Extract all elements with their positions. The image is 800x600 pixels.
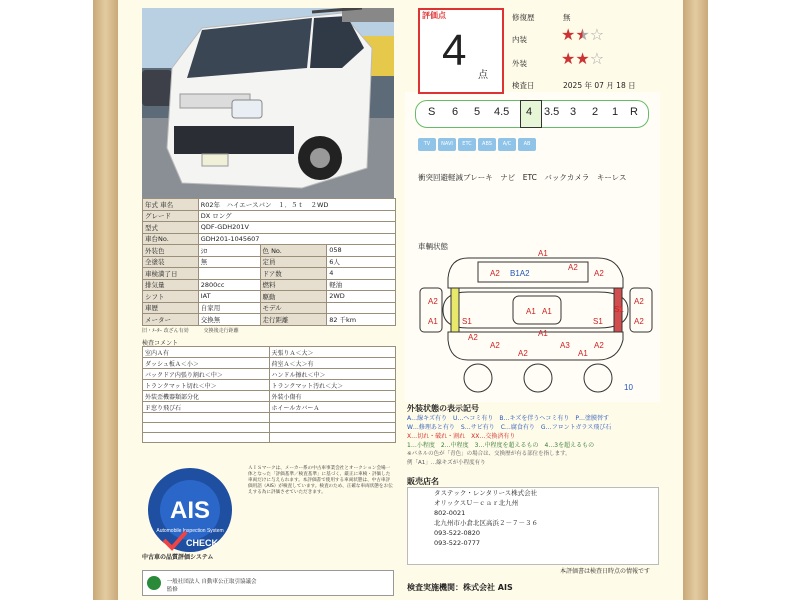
navi-icon: NAVI <box>438 138 456 151</box>
equipment-list: 衝突回避軽減ブレーキ ナビ ETC バックカメラ キーレス <box>418 173 627 182</box>
vehicle-photo <box>142 8 394 198</box>
legend-line: 1…小程度 2…中程度 3…中程度を超えるもの 4…3を超えるもの <box>407 442 595 449</box>
damage-mark: A1 <box>538 249 548 258</box>
spec-key: 駆動 <box>260 291 327 303</box>
spec-key: モデル <box>260 302 327 314</box>
spec-key: 車歴 <box>143 302 199 314</box>
damage-mark: B1A2 <box>510 269 530 278</box>
airbag-icon: AB <box>518 138 536 151</box>
star-icon: ★ <box>561 49 576 68</box>
scale-value: 5 <box>474 106 481 118</box>
star-icon: ★ <box>575 49 590 68</box>
seller-line: 802-0021 <box>434 509 466 517</box>
damage-mark: A2 <box>594 269 604 278</box>
damage-mark: A2 <box>428 297 438 306</box>
grade-scale <box>415 100 649 128</box>
ais-ring-text: Automobile Inspection System <box>156 528 224 534</box>
star-half-icon: ★ <box>575 25 590 44</box>
seller-line: 093-522-0820 <box>434 529 481 537</box>
frame-border-right <box>683 0 708 600</box>
scale-value: 6 <box>452 106 459 118</box>
damage-mark: A3 <box>560 341 570 350</box>
comments-title: 検査コメント <box>142 340 179 347</box>
damage-mark: A2 <box>634 297 644 306</box>
seller-line: タステック・レンタリース株式会社 <box>434 489 538 497</box>
damage-mark: A2 <box>634 317 644 326</box>
comment-cell <box>269 423 396 433</box>
seller-title: 販売店名 <box>407 477 439 486</box>
spec-value: QDF-GDH201V <box>198 222 395 234</box>
grade-value: 4 <box>442 26 467 75</box>
grade-unit: 点 <box>478 70 488 81</box>
legend <box>407 414 667 468</box>
spec-key: メーター <box>143 314 199 326</box>
comment-cell <box>269 433 396 443</box>
spec-key: ドア数 <box>260 268 327 280</box>
spec-key: 色 No. <box>260 245 327 257</box>
frame-border-left <box>93 0 118 600</box>
comment-cell <box>269 413 396 423</box>
comment-cell: Ｆ窓り飛び石 <box>143 402 270 413</box>
damage-mark: A1 <box>578 349 588 358</box>
comment-cell: ダッシュ板Ａ＜小＞ <box>143 358 270 369</box>
damage-mark: A1 <box>542 307 552 316</box>
damage-mark: A2 <box>490 269 500 278</box>
spec-value: 058 <box>327 245 396 257</box>
seller-line: オリックスＵ－ｃａｒ北九州 <box>434 499 519 507</box>
inspector-name: 検査実施機関：株式会社 AIS <box>407 583 513 592</box>
exterior-label: 外装 <box>512 59 527 68</box>
spec-key: 車台No. <box>143 233 199 245</box>
comment-cell: ハンドル擦れ＜中＞ <box>269 369 396 380</box>
spec-value: GDH201-1045607 <box>198 233 395 245</box>
damage-mark: 10 <box>624 383 633 392</box>
comment-cell: 天張りＡ＜大＞ <box>269 347 396 358</box>
association-logo-icon <box>147 576 161 590</box>
grade-box <box>418 8 504 94</box>
legend-line: X…切れ・破れ・割れ XX…交換済有り <box>407 433 516 440</box>
scale-value: 4 <box>526 106 533 118</box>
star-empty-icon: ☆ <box>589 25 605 44</box>
spec-key: 車検満了日 <box>143 268 199 280</box>
exterior-stars <box>561 51 604 67</box>
ais-description: ＡＩＳマークは、メーカー系の中古車事業会社とオークション会場一体となった「評価基準／検査基準」に基づく、厳正に車検・評価した車両だけに与えられます。本評価書で使用する車両状態は、中古車評価用語（AIS）が検査しています。検査のため、正確な車両状態をお伝えする為に評価させていただきます。 <box>248 466 393 495</box>
legend-title: 外装状態の表示記号 <box>407 404 479 413</box>
scale-value: S <box>428 106 436 118</box>
inspection-label: 検査日 <box>512 81 535 90</box>
spec-value <box>327 302 396 314</box>
spec-key: 定員 <box>260 256 327 268</box>
damage-mark: A1 <box>538 329 548 338</box>
scale-value: 1 <box>612 106 619 118</box>
spec-value <box>198 268 260 280</box>
scale-value: 4.5 <box>494 106 510 118</box>
spec-value: DX ロング <box>198 210 395 222</box>
comment-cell <box>143 423 270 433</box>
spec-value: 2800cc <box>198 279 260 291</box>
damage-mark: S1 <box>614 305 624 314</box>
scale-value: 2 <box>592 106 599 118</box>
spec-key: グレード <box>143 210 199 222</box>
feature-icons <box>418 130 538 147</box>
ais-logo <box>142 466 242 554</box>
spec-key: シフト <box>143 291 199 303</box>
spec-value: 無 <box>198 256 260 268</box>
spec-value: ｼﾛ <box>198 245 260 257</box>
spec-key: 外装色 <box>143 245 199 257</box>
vehicle-diagram <box>418 248 658 400</box>
spec-value: 交換無 <box>198 314 260 326</box>
spec-value: 自家用 <box>198 302 260 314</box>
damage-mark: A2 <box>490 341 500 350</box>
comment-cell: ホイールカバーＡ <box>269 402 396 413</box>
history-label: 修復歴 <box>512 13 535 22</box>
ais-name: AIS <box>169 497 211 524</box>
spec-key: 走行距離 <box>260 314 327 326</box>
damage-mark: S1 <box>462 317 472 326</box>
comment-cell: 室内Ａ有 <box>143 347 270 358</box>
evaluation-note: 本評価書は検査日時点の情報です <box>560 568 651 575</box>
spec-value: 4 <box>327 268 396 280</box>
history-value: 無 <box>563 13 571 22</box>
comment-cell: バックドア内張り割れ＜中＞ <box>143 369 270 380</box>
interior-stars <box>561 27 604 43</box>
grade-label: 評価点 <box>422 11 446 20</box>
seller-line: 093-522-0777 <box>434 539 481 547</box>
scale-value: 3.5 <box>544 106 560 118</box>
comment-cell: トランクマット切れ＜中＞ <box>143 380 270 391</box>
spec-value: 82 千km <box>327 314 396 326</box>
seller-line: 北九州市小倉北区高浜２－７－３６ <box>434 519 538 527</box>
legend-note: ※パネルの色が「青色」の場合は、交換歴が有る部位を指します。 <box>407 451 571 457</box>
spec-key: 年式 車名 <box>143 199 199 211</box>
spec-note: 旧・ﾒｰﾀｰ 改ざん有効 交換後走行距離 <box>142 328 239 334</box>
diagram-title: 車輌状態 <box>418 242 448 251</box>
ais-caption: 中古車の品質評価システム <box>142 554 214 561</box>
comment-cell <box>143 433 270 443</box>
spec-key: 全塗装 <box>143 256 199 268</box>
comments-table <box>142 346 396 443</box>
spec-value: 2WD <box>327 291 396 303</box>
damage-mark: A1 <box>428 317 438 326</box>
association-box <box>142 570 394 596</box>
comment-cell: 外装小傷有 <box>269 391 396 402</box>
damage-mark: S1 <box>593 317 603 326</box>
ais-check: CHECK <box>185 538 219 548</box>
etc-icon: ETC <box>458 138 476 151</box>
comment-cell: 外装歪機器類部分化 <box>143 391 270 402</box>
damage-mark: A2 <box>594 341 604 350</box>
damage-mark: A1 <box>526 307 536 316</box>
spec-value: R02年 ハイエースバン １．５ｔ ２WD <box>198 199 395 211</box>
comment-cell: トランクマット汚れ＜大＞ <box>269 380 396 391</box>
legend-line: A…線キズ有り U…ヘコミ有り B…キズを伴うヘコミ有り P…塗膜替す <box>407 415 609 422</box>
spec-value: IAT <box>198 291 260 303</box>
star-icon: ★ <box>561 25 576 44</box>
damage-mark: A2 <box>468 333 478 342</box>
comment-cell: 荷室Ａ＜大＞有 <box>269 358 396 369</box>
damage-mark: A2 <box>568 263 578 272</box>
association-name: 一般社団法人 自動車公正取引協議会 監修 <box>166 579 257 593</box>
tv-icon: TV <box>418 138 436 151</box>
legend-line: W…修理あと有り S…サビ有り C…腐食有り G…フロントガラス飛び石 <box>407 424 612 431</box>
spec-table <box>142 198 396 326</box>
spec-value: 軽油 <box>327 279 396 291</box>
spec-key: 排気量 <box>143 279 199 291</box>
spec-key: 燃料 <box>260 279 327 291</box>
spec-key: 型式 <box>143 222 199 234</box>
comment-cell <box>143 413 270 423</box>
interior-label: 内装 <box>512 35 527 44</box>
damage-mark: A2 <box>518 349 528 358</box>
legend-note: 例「A1」…線キズが小程度有り <box>407 460 486 466</box>
aircon-icon: A/C <box>498 138 516 151</box>
star-empty-icon: ☆ <box>589 49 605 68</box>
inspection-date: 2025 年 07 月 18 日 <box>563 81 636 90</box>
abs-icon: ABS <box>478 138 496 151</box>
seller-box <box>407 487 659 565</box>
scale-value: R <box>630 106 638 118</box>
spec-value: 6人 <box>327 256 396 268</box>
scale-value: 3 <box>570 106 577 118</box>
